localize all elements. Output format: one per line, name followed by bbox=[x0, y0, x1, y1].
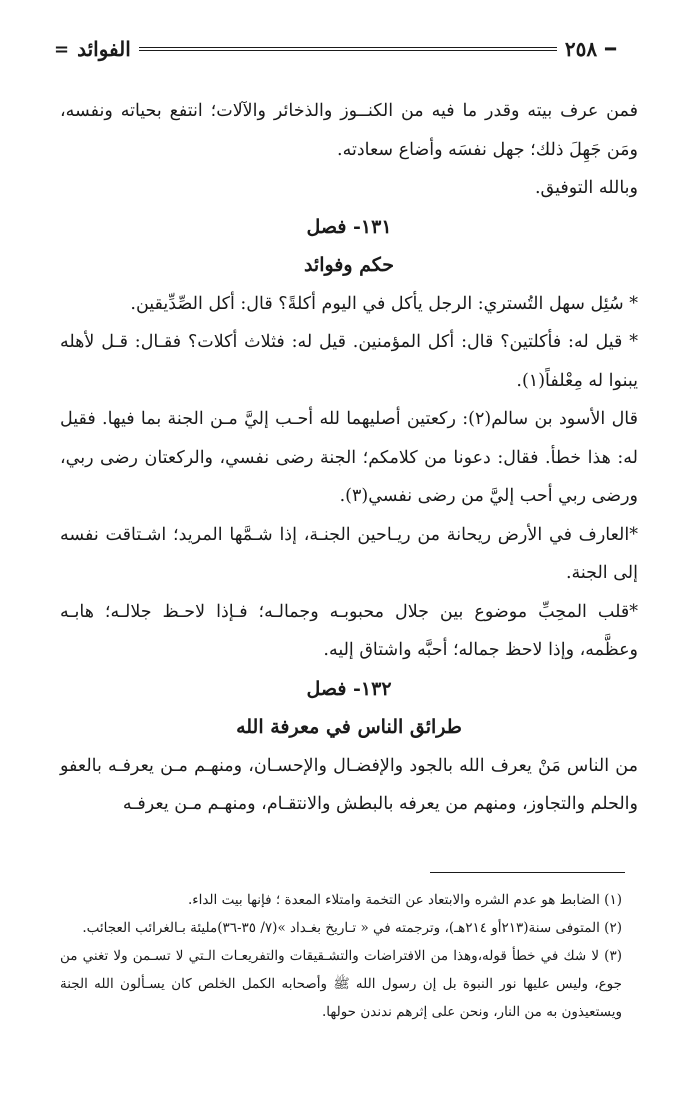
footnote: (١) الضابط هو عدم الشره والابتعاد عن التخمة وامتلاء المعدة ؛ فإنها بيت الداء. bbox=[187, 892, 622, 908]
page-header bbox=[54, 34, 616, 64]
section-subtitle: طرائق الناس في معرفة الله bbox=[236, 716, 462, 738]
section-heading: ١٣١- فصل bbox=[306, 215, 392, 238]
header-dash: = bbox=[54, 38, 70, 60]
footnotes bbox=[60, 886, 622, 1026]
paragraph: من الناس مَنْ يعرف الله بالجود والإفضـال والإحسـان، ومنهـم مـن يعرفـه بالعفو والحلم والتجاوز، ومنهم من يعرفه بالبطش والانتقـام، ومنهـم مـن يعرفـه bbox=[60, 755, 638, 814]
header-dash: ━ bbox=[605, 38, 616, 60]
main-text bbox=[60, 92, 638, 824]
paragraph: فمن عرف بيته وقدر ما فيه من الكنــوز والذخائر والآلات؛ انتفع بحياته ونفسه، ومَن جَهِلَ ذلك؛ جهل نفسَه وأضاع سعادته. bbox=[60, 101, 638, 160]
paragraph: وبالله التوفيق. bbox=[534, 178, 638, 198]
paragraph: *العارف في الأرض ريحانة من ريـاحين الجنـة، إذا شـمَّها المريد؛ اشـتاقت نفسه إلى الجنة. bbox=[60, 524, 638, 583]
paragraph: قال الأسود بن سالم(٢): ركعتين أصليهما لله أحـب إليَّ مـن الجنة بما فيها. فقيل له: هذا خطأ. فقال: دعونا من كلامكم؛ الجنة رضى نفسي، والركعتان رضى ربي، ورضى ربي أحب إليَّ من رضى نفسي(٣). bbox=[60, 409, 638, 506]
book-title: الفوائد bbox=[77, 37, 131, 61]
header-rule bbox=[139, 47, 557, 51]
paragraph: *قلب المحِبِّ موضوع بين جلال محبوبـه وجمالـه؛ فـإذا لاحـظ جلالـه؛ هابـه وعظَّمه، وإذا لاحظ جماله؛ أحبَّه واشتاق إليه. bbox=[60, 601, 638, 660]
footnote: (٢) المتوفى سنة(٢١٣أو ٢١٤هـ)، وترجمته في « تـاريخ بغـداد »(٧/ ٣٥-٣٦)مليئة بـالغرائب العجائب. bbox=[82, 920, 622, 936]
section-heading: ١٣٢- فصل bbox=[306, 677, 392, 700]
footnote-separator bbox=[430, 872, 625, 873]
page-number: ٢٥٨ bbox=[564, 37, 598, 61]
paragraph: * سُئِل سهل التُستري: الرجل يأكل في اليوم أكلةً؟ قال: أكل الصِّدِّيقين. bbox=[130, 293, 638, 314]
section-subtitle: حكم وفوائد bbox=[303, 254, 395, 276]
paragraph: * قيل له: فأكلتين؟ قال: أكل المؤمنين. قيل له: فثلاث أكلات؟ فقـال: قـل لأهله يبنوا له مِعْلفاً(١). bbox=[60, 332, 638, 391]
footnote: (٣) لا شك في خطأ قوله،وهذا من الافتراضات والتشـقيقات والتفريعـات الـتي لا تسـمن ولا تغني من جوع، وليس عليها نور النبوة بل إن رسول الله ﷺ وأصحابه الكمل الخلص كان يسـألون الله الجنة ويستعيذون به من النار، ونحن على إثرهم ندندن حولها. bbox=[60, 948, 622, 1020]
